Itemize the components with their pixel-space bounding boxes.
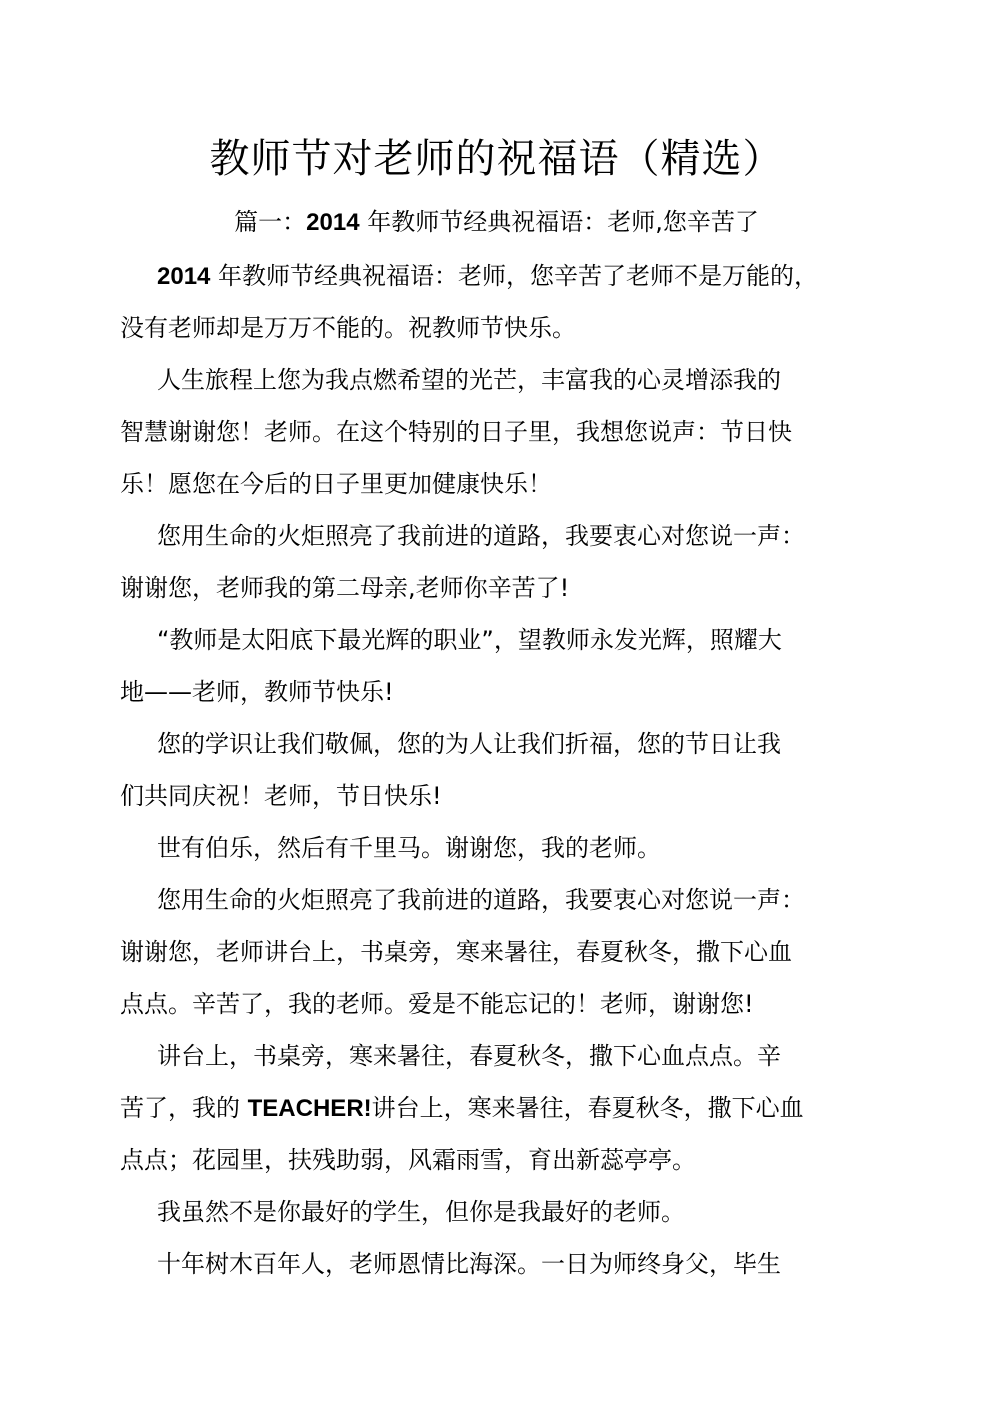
paragraph-line: 人生旅程上您为我点燃希望的光芒，丰富我的心灵增添我的 — [157, 366, 781, 394]
paragraph-line: 讲台上，书桌旁，寒来暑往，春夏秋冬，撒下心血点点。辛 — [157, 1042, 781, 1070]
teacher-word: TEACHER! — [247, 1095, 372, 1122]
section-heading-prefix: 篇一： — [234, 208, 307, 236]
paragraph-line: 我虽然不是你最好的学生，但你是我最好的老师。 — [157, 1198, 685, 1226]
paragraph-line: 谢谢您，老师我的第二母亲,老师你辛苦了! — [120, 574, 570, 602]
paragraph-line: 您用生命的火炬照亮了我前进的道路，我要衷心对您说一声： — [157, 522, 805, 550]
paragraph-line: 智慧谢谢您！老师。在这个特别的日子里，我想您说声：节日快 — [120, 418, 792, 446]
paragraph-line: 十年树木百年人，老师恩情比海深。一日为师终身父，毕生 — [157, 1250, 781, 1278]
paragraph-line — [157, 258, 818, 295]
year-text: 2014 — [157, 263, 211, 290]
paragraph-line: 点点；花园里，扶残助弱，风霜雨雪，育出新蕊亭亭。 — [120, 1146, 696, 1174]
paragraph-line: 乐！愿您在今后的日子里更加健康快乐！ — [120, 470, 552, 498]
paragraph-line: 您用生命的火炬照亮了我前进的道路，我要衷心对您说一声： — [157, 886, 805, 914]
paragraph-line: 们共同庆祝！老师，节日快乐! — [120, 782, 442, 810]
paragraph-line — [120, 1090, 804, 1127]
paragraph-line: 谢谢您，老师讲台上，书桌旁，寒来暑往，春夏秋冬，撒下心血 — [120, 938, 792, 966]
paragraph-line: 您的学识让我们敬佩，您的为人让我们折福，您的节日让我 — [157, 730, 781, 758]
paragraph-line: 世有伯乐，然后有千里马。谢谢您，我的老师。 — [157, 834, 661, 862]
section-heading-year: 2014 — [306, 209, 360, 236]
document-title: 教师节对老师的祝福语（精选） — [209, 136, 784, 182]
section-heading-text: 年教师节经典祝福语：老师,您辛苦了 — [359, 208, 759, 236]
paragraph-line: “教师是太阳底下最光辉的职业”，望教师永发光辉，照耀大 — [157, 626, 782, 654]
paragraph-line: 点点。辛苦了，我的老师。爱是不能忘记的！老师，谢谢您! — [120, 990, 754, 1018]
line-text: 年教师节经典祝福语：老师，您辛苦了老师不是万能的， — [210, 262, 819, 290]
section-heading — [0, 204, 993, 241]
line-text: 苦了，我的 — [120, 1094, 248, 1122]
paragraph-line: 地——老师，教师节快乐! — [120, 678, 394, 706]
paragraph-line: 没有老师却是万万不能的。祝教师节快乐。 — [120, 314, 576, 342]
line-text: 讲台上，寒来暑往，春夏秋冬，撒下心血 — [371, 1094, 804, 1122]
